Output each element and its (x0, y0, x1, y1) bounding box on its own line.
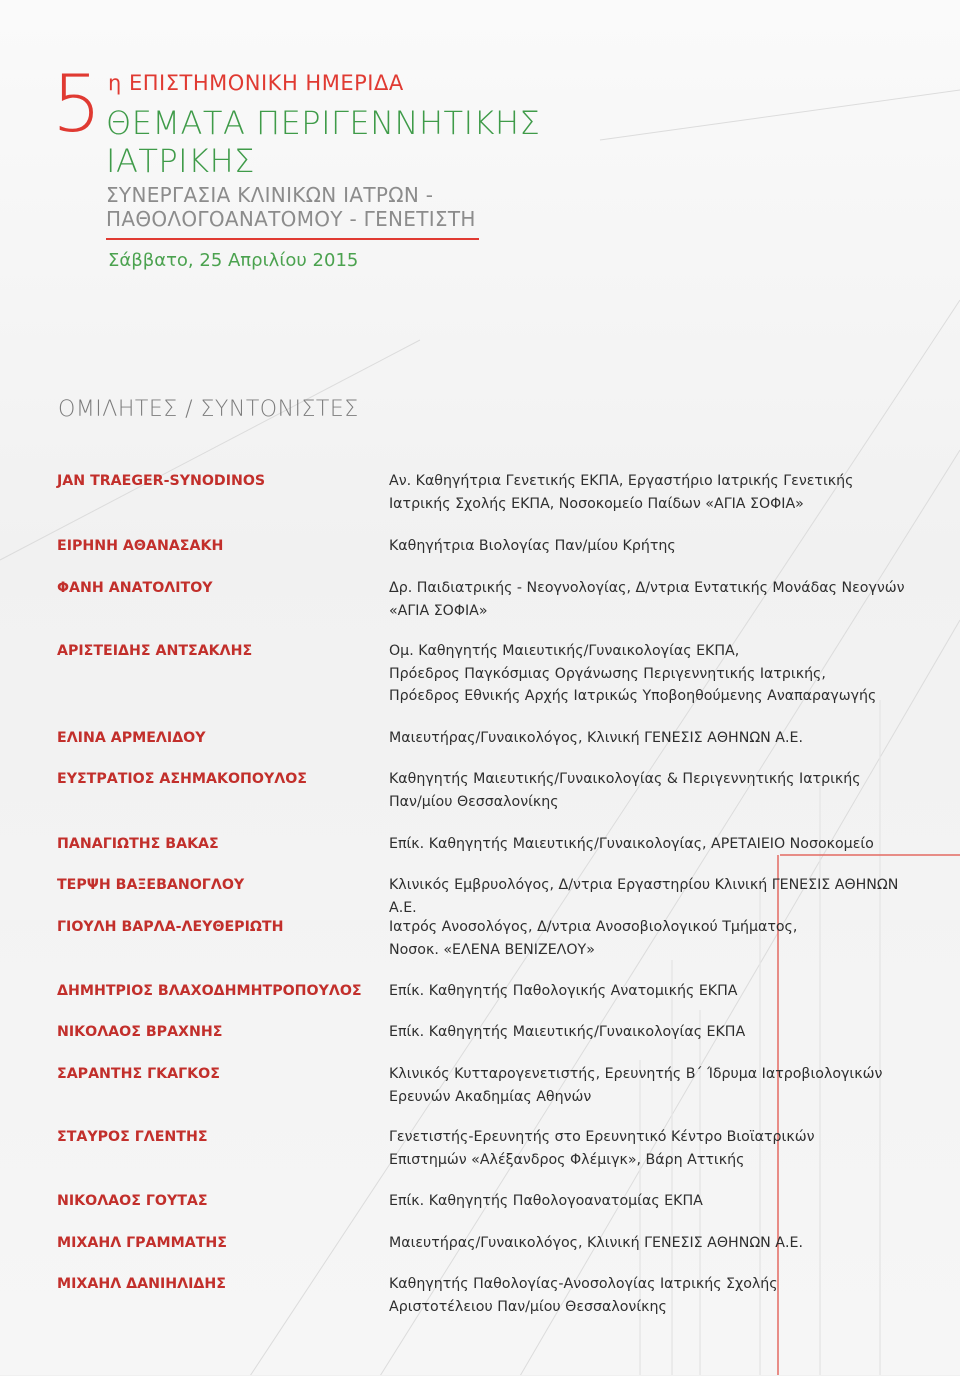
event-title: ΘΕΜΑΤΑ ΠΕΡΙΓΕΝΝΗΤΙΚΗΣ ΙΑΤΡΙΚΗΣ (106, 104, 541, 180)
speaker-name: ΠΑΝΑΓΙΩΤΗΣ ΒΑΚΑΣ (57, 836, 219, 852)
speaker-name: ΝΙΚΟΛΑΟΣ ΓΟΥΤΑΣ (57, 1193, 208, 1209)
speaker-affiliation: Μαιευτήρας/Γυναικολόγος, Κλινική ΓΕΝΕΣΙΣ ΑΘΗΝΩΝ Α.Ε. (389, 730, 803, 746)
speaker-name: ΕΙΡΗΝΗ ΑΘΑΝΑΣΑΚΗ (57, 538, 224, 554)
speaker-affiliation: Μαιευτήρας/Γυναικολόγος, Κλινική ΓΕΝΕΣΙΣ ΑΘΗΝΩΝ Α.Ε. (389, 1235, 803, 1251)
speaker-name: ΕΥΣΤΡΑΤΙΟΣ ΑΣΗΜΑΚΟΠΟΥΛΟΣ (57, 771, 307, 787)
event-subtitle: ΣΥΝΕΡΓΑΣΙΑ ΚΛΙΝΙΚΩΝ ΙΑΤΡΩΝ - ΠΑΘΟΛΟΓΟΑΝΑΤΟΜΟΥ - ΓΕΝΕΤΙΣΤΗ (106, 183, 476, 231)
speaker-affiliation: Ιατρός Ανοσολόγος, Δ/ντρια Ανοσοβιολογικού Τμήματος, Νοσοκ. «ΕΛΕΝΑ ΒΕΝΙΖΕΛΟΥ» (389, 919, 798, 958)
speaker-affiliation: Δρ. Παιδιατρικής - Νεογνολογίας, Δ/ντρια Εντατικής Μονάδας Νεογνών «ΑΓΙΑ ΣΟΦΙΑ» (389, 580, 905, 619)
speaker-affiliation: Κλινικός Κυτταρογενετιστής, Ερευνητής Β΄ Ίδρυμα Ιατροβιολογικών Ερευνών Ακαδημίας Αθηνών (389, 1066, 883, 1105)
event-date: Σάββατο, 25 Απριλίου 2015 (108, 250, 359, 271)
speaker-name: ΤΕΡΨΗ ΒΑΞΕΒΑΝΟΓΛΟΥ (57, 877, 245, 893)
speaker-name: ΕΛΙΝΑ ΑΡΜΕΛΙΔΟΥ (57, 730, 206, 746)
edition-label: η ΕΠΙΣΤΗΜΟΝΙΚΗ ΗΜΕΡΙΔΑ (108, 71, 404, 95)
header-divider (106, 238, 479, 240)
speaker-name: ΝΙΚΟΛΑΟΣ ΒΡΑΧΝΗΣ (57, 1024, 223, 1040)
speaker-name: ΦΑΝΗ ΑΝΑΤΟΛΙΤΟΥ (57, 580, 213, 596)
speaker-affiliation: Κλινικός Εμβρυολόγος, Δ/ντρια Εργαστηρίου Κλινική ΓΕΝΕΣΙΣ ΑΘΗΝΩΝ Α.Ε. (389, 877, 899, 916)
speaker-affiliation: Επίκ. Καθηγητής Παθολογοανατομίας ΕΚΠΑ (389, 1193, 703, 1209)
speaker-affiliation: Ομ. Καθηγητής Μαιευτικής/Γυναικολογίας ΕΚΠΑ, Πρόεδρος Παγκόσμιας Οργάνωσης Περιγεννητικής Ιατρικής, Πρόεδρος Εθνικής Αρχής Ιατρικώς Υποβοηθούμενης Αναπαραγωγής (389, 643, 877, 704)
speaker-affiliation: Επίκ. Καθηγητής Μαιευτικής/Γυναικολογίας, ΑΡΕΤΑΙΕΙΟ Νοσοκομείο (389, 836, 874, 852)
speaker-name: ΣΑΡΑΝΤΗΣ ΓΚΑΓΚΟΣ (57, 1066, 220, 1082)
speaker-affiliation: Καθηγητής Μαιευτικής/Γυναικολογίας & Περιγεννητικής Ιατρικής Παν/μίου Θεσσαλονίκης (389, 771, 861, 810)
speaker-name: JAN TRAEGER-SYNODINOS (57, 473, 266, 489)
speaker-name: ΑΡΙΣΤΕΙΔΗΣ ΑΝΤΣΑΚΛΗΣ (57, 643, 253, 659)
edition-number: 5 (52, 60, 100, 150)
speaker-affiliation: Καθηγητής Παθολογίας-Ανοσολογίας Ιατρικής Σχολής Αριστοτέλειου Παν/μίου Θεσσαλονίκης (389, 1276, 778, 1315)
speaker-affiliation: Καθηγήτρια Βιολογίας Παν/μίου Κρήτης (389, 538, 676, 554)
section-title: ΟΜΙΛΗΤΕΣ / ΣΥΝΤΟΝΙΣΤΕΣ (58, 397, 359, 422)
speaker-name: ΜΙΧΑΗΛ ΔΑΝΙΗΛΙΔΗΣ (57, 1276, 226, 1292)
speaker-name: ΣΤΑΥΡΟΣ ΓΛΕΝΤΗΣ (57, 1129, 208, 1145)
speaker-affiliation: Γενετιστής-Ερευνητής στο Ερευνητικό Κέντρο Βιοϊατρικών Επιστημών «Αλέξανδρος Φλέμιγκ», Βάρη Αττικής (389, 1129, 815, 1168)
speaker-name: ΜΙΧΑΗΛ ΓΡΑΜΜΑΤΗΣ (57, 1235, 227, 1251)
speaker-name: ΔΗΜΗΤΡΙΟΣ ΒΛΑΧΟΔΗΜΗΤΡΟΠΟΥΛΟΣ (57, 983, 362, 999)
speaker-affiliation: Επίκ. Καθηγητής Μαιευτικής/Γυναικολογίας ΕΚΠΑ (389, 1024, 746, 1040)
speaker-affiliation: Αν. Καθηγήτρια Γενετικής ΕΚΠΑ, Εργαστήριο Ιατρικής Γενετικής Ιατρικής Σχολής ΕΚΠΑ, Νοσοκομείο Παίδων «ΑΓΙΑ ΣΟΦΙΑ» (389, 473, 854, 512)
speaker-name: ΓΙΟΥΛΗ ΒΑΡΛΑ-ΛΕΥΘΕΡΙΩΤΗ (57, 919, 284, 935)
speaker-affiliation: Επίκ. Καθηγητής Παθολογικής Ανατομικής ΕΚΠΑ (389, 983, 738, 999)
